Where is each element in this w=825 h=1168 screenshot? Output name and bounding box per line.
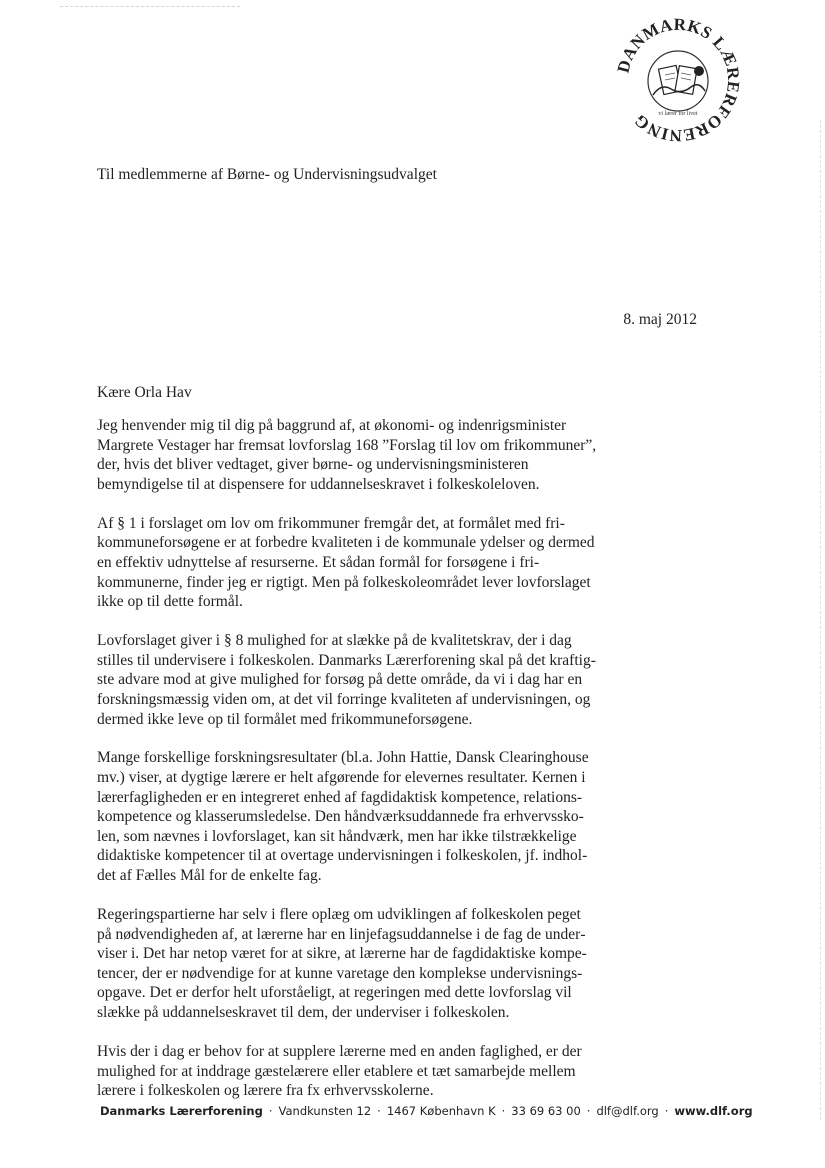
footer-separator: · <box>664 1104 669 1118</box>
logo-inner-text: vi lærer for livet <box>658 111 698 117</box>
footer-website[interactable]: www.dlf.org <box>674 1104 753 1118</box>
footer-phone: 33 69 63 00 <box>511 1104 581 1118</box>
book-icon <box>658 65 697 94</box>
recipient-line: Til medlemmerne af Børne- og Undervisningsudvalget <box>97 166 437 183</box>
paragraph-3: Lovforslaget giver i § 8 mulighed for at slække på de kvalitetskrav, der i dag stilles til undervisere i folkeskolen. Danmarks Lærerforening skal på det kraftigste advare mod at give mulighed for forsøg på dette område, da vi i dag har en forskningsmæssig viden om, at det vil forringe kvaliteten af undervisningen, og dermed ikke leve op til formålet med frikommuneforsøgene. <box>97 632 596 728</box>
footer-city: 1467 København K <box>386 1104 496 1118</box>
logo-ring-text: DANMARKS LÆRERFORENING <box>613 15 743 145</box>
footer-separator: · <box>586 1104 591 1118</box>
letter-date: 8. maj 2012 <box>623 311 697 328</box>
letterhead-footer <box>100 1104 753 1118</box>
salutation: Kære Orla Hav <box>97 384 192 401</box>
paragraph-2: Af § 1 i forslaget om lov om frikommuner fremgår det, at formålet med frikommuneforsøgene er at forbedre kvaliteten i de kommunale ydelser og dermed en effektiv udnyttelse af resurserne. Et sådan formål for forsøgene i frikommunerne, finder jeg er rigtigt. Men på folkeskoleområdet lever lovforslaget ikke op til dette formål. <box>97 514 595 611</box>
footer-separator: · <box>268 1104 273 1118</box>
paragraph-1: Jeg henvender mig til dig på baggrund af, at økonomi- og indenrigsminister Margrete Vestager har fremsat lovforslag 168 ”Forslag til lov om frikommuner”, der, hvis det bliver vedtaget, giver børne- og undervisningsministeren bemyndigelse til at dispensere for uddannelseskravet i folkeskoleloven. <box>97 417 597 493</box>
footer-organization: Danmarks Lærerforening <box>100 1104 263 1118</box>
footer-address: Vandkunsten 12 <box>278 1104 372 1118</box>
scan-edge-top <box>60 6 240 7</box>
paragraph-5: Regeringspartierne har selv i flere oplæg om udviklingen af folkeskolen peget på nødvendigheden af, at lærerne har en linjefagsuddannelse i de fag de underviser i. Det har netop været for at sikre, at lærerne har de fagdidaktiske kompetencer, der er nødvendige for at kunne varetage den komplekse undervisningsopgave. Det er derfor helt uforståeligt, at regeringen med dette lovforslag vil slække på uddannelseskravet til dem, der underviser i folkeskolen. <box>97 906 587 1021</box>
footer-separator: · <box>377 1104 381 1118</box>
letter-body <box>97 416 597 1120</box>
dlf-logo <box>613 15 743 145</box>
footer-separator: · <box>501 1104 506 1118</box>
scan-edge-right <box>820 120 821 1120</box>
footer-email[interactable]: dlf@dlf.org <box>596 1104 659 1118</box>
paragraph-6: Hvis der i dag er behov for at supplere lærerne med en anden faglighed, er der mulighed for at inddrage gæstelærere eller etablere et tæt samarbejde mellem lærere i folkeskolen og lærere fra fx erhvervsskolerne. <box>97 1042 582 1100</box>
paragraph-4: Mange forskellige forskningsresultater (bl.a. John Hattie, Dansk Clearinghouse mv.) viser, at dygtige lærere er helt afgørende for elevernes resultater. Kernen i lærerfagligheden er en integreret enhed af fagdidaktisk kompetence, relationskompetence og klasserumsledelse. Den håndværksuddannede fra erhvervsskolen, som nævnes i lovforslaget, kan sit håndværk, men har ikke tilstrækkelige didaktiske kompetencer til at overtage undervisningen i folkeskolen, jf. indholdet af Fælles Mål for de enkelte fag. <box>97 749 589 885</box>
